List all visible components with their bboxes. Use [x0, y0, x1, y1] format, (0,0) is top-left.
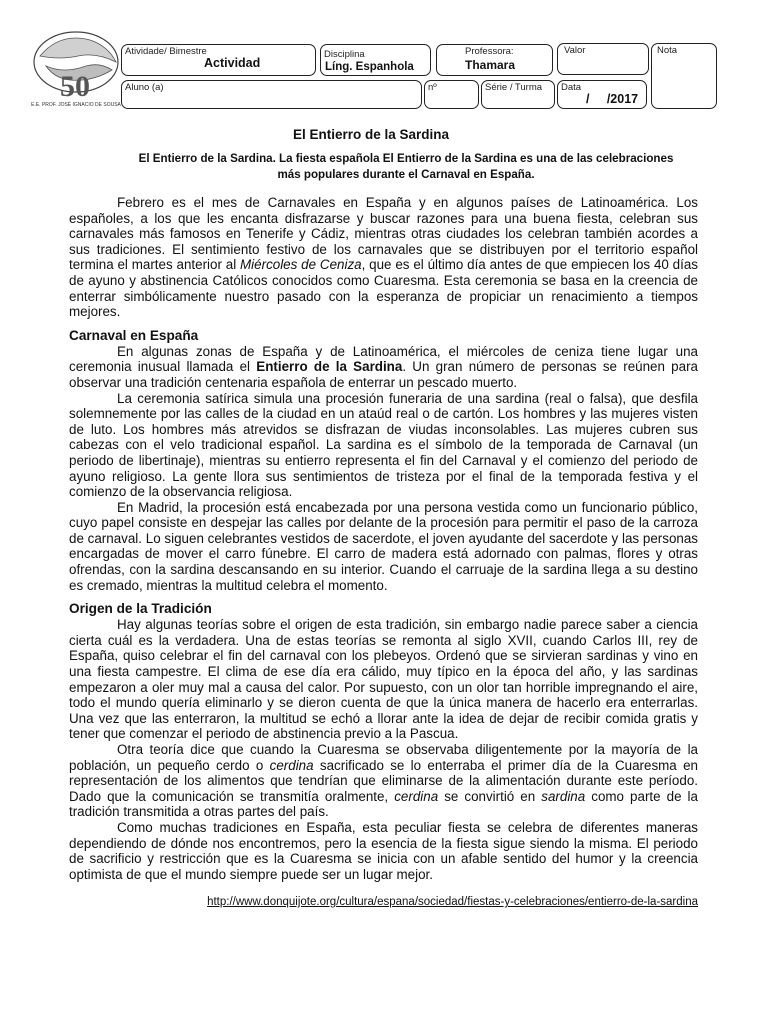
- activity-box[interactable]: [121, 44, 316, 76]
- school-logo: [30, 26, 122, 108]
- number-box[interactable]: [424, 80, 479, 109]
- source-link[interactable]: http://www.donquijote.org/cultura/espana/sociedad/fiestas-y-celebraciones/entierro-de-la-sardina: [207, 896, 698, 908]
- discipline-label: Disciplina: [324, 49, 365, 60]
- number-label: nº: [428, 82, 437, 93]
- date-value: / /2017: [586, 92, 639, 106]
- emphasis-miercoles: Miércoles de Ceniza: [240, 257, 362, 273]
- student-label: Aluno (a): [125, 82, 164, 93]
- dove-wing-icon: [40, 38, 116, 62]
- paragraph-6: Otra teoría dice que cuando la Cuaresma se observaba diligentemente por la mayoría de la población, un pequeño cerdo o cerdina sacrificado se lo enterraba el primer día de la Cuaresma en representación de los alimentos que tendrían que eliminarse de la alimentación durante este período. Dado que la comunicación se transmitía oralmente, cerdina se convirtió en sardina como parte de la tradición transmitida a otras partes del país.: [69, 742, 698, 820]
- teacher-value: Thamara: [465, 58, 516, 72]
- teacher-box[interactable]: [436, 44, 553, 76]
- heading-carnaval: Carnaval en España: [69, 327, 199, 343]
- discipline-box[interactable]: [320, 44, 431, 76]
- logo-caption: E.E. PROF. JOSÉ IGNACIO DE SOUSA: [31, 102, 121, 108]
- value-label: Valor: [564, 45, 586, 56]
- heading-origen: Origen de la Tradición: [69, 601, 212, 617]
- strong-entierro: Entierro de la Sardina: [256, 359, 403, 375]
- class-box[interactable]: [481, 80, 555, 109]
- activity-label: Atividade/ Bimestre: [125, 46, 207, 57]
- article-body: [69, 195, 698, 882]
- paragraph-4: En Madrid, la procesión está encabezada por una persona vestida como un funcionario público, cuyo papel consiste en despejar las calles por delante de la procesión para permitir el paso de la carroza de carnaval. Lo siguen celebrantes vestidos de sacerdote, el joven ayudante del sacerdote y las personas encargadas de mover el carro fúnebre. El carro de madera está adornado con palmas, flores y otras ofrendas, con la sardina descansando en su interior. Cuando el carruaje de la sardina llega a su destino es cremado, mientras la multitud celebra el momento.: [69, 499, 698, 593]
- grade-label: Nota: [657, 45, 678, 56]
- value-box[interactable]: [557, 43, 649, 75]
- paragraph-3: La ceremonia satírica simula una procesión funeraria de una sardina (real o falsa), que desfila solemnemente por las calles de la ciudad en un ataúd real o de cartón. Los hombres y las mujeres visten de luto. Los hombres más atrevidos se disfrazan de viudas inconsolables. Las mujeres cubren sus cabezas con el velo tradicional español. La sardina es el símbolo de la temporada de Carnaval (un periodo de libertinaje), mientras su entierro representa el fin del Carnaval y el comienzo del periodo de ayuno religioso. La gente llora sus sentimientos de tristeza por el final de la temporada festiva y el comienzo de la observancia religiosa.: [69, 390, 698, 500]
- grade-box[interactable]: [651, 43, 717, 109]
- discipline-value: Líng. Espanhola: [325, 61, 414, 73]
- class-label: Série / Turma: [485, 82, 543, 93]
- student-box[interactable]: [121, 80, 422, 109]
- teacher-label: Professora:: [465, 46, 514, 57]
- article-intro: El Entierro de la Sardina. La fiesta española El Entierro de la Sardina es una de las celebraciones más populares durante el Carnaval en España.: [138, 152, 674, 181]
- logo-number: 50: [60, 70, 90, 103]
- paragraph-5: Hay algunas teorías sobre el origen de esta tradición, sin embargo nadie parece saber a ciencia cierta cuál es la verdadera. Una de estas teorías se remonta al siglo XVII, cuando Carlos III, rey de España, quiso celebrar el fin del carnaval con los plebeyos. Ordenó que se sirvieran sardinas y vino en una fiesta campestre. El clima de ese día era cálido, muy típico en la época del año, y las sardinas empezaron a oler muy mal a causa del calor. Por supuesto, con un olor tan horrible impregnando el aire, todo el mundo quería eliminarlo y se dieron cuenta de que la única manera de hacerlo era enterrarlas. Una vez que las enterraron, la multitud se echó a llorar ante la idea de dejar de recibir comida gratis y tener que comenzar el periodo de abstinencia previo a la Pascua.: [69, 617, 698, 742]
- paragraph-7: Como muchas tradiciones en España, esta peculiar fiesta se celebra de diferentes maneras dependiendo de dónde nos encontremos, pero la esencia de la fiesta sigue siendo la misma. El periodo de sacrificio y restricción que es la Cuaresma se inicia con un afable sentido del humor y la creencia optimista de que el mundo siempre puede ser un lugar mejor.: [69, 819, 698, 882]
- date-label: Data: [561, 82, 582, 93]
- paragraph-1: Febrero es el mes de Carnavales en España y en algunos países de Latinoamérica. Los españoles, a los que les encanta disfrazarse y buscar razones para una buena fiesta, celebran sus carnavales más famosos en Tenerife y Cádiz, mientras otras ciudades los celebran también acordes a sus tradiciones. El sentimiento festivo de los carnavales que se distribuyen por el territorio español termina el martes anterior al Miércoles de Ceniza, que es el último día antes de que empiecen los 40 días de ayuno y abstinencia Católicos conocidos como Cuaresma. Esta ceremonia se basa en la creencia de enterrar simbólicamente nuestro pasado con la esperanza de propiciar un renacimiento a tiempos mejores.: [69, 195, 698, 320]
- date-box[interactable]: [557, 80, 647, 109]
- activity-value: Actividad: [204, 56, 261, 70]
- paragraph-2: En algunas zonas de España y de Latinoamérica, el miércoles de ceniza tiene lugar una ceremonia inusual llamada el Entierro de la Sardina. Un gran número de personas se reúnen para observar una tradición centenaria española de enterrar un pescado muerto.: [69, 343, 698, 390]
- article-title: El Entierro de la Sardina: [292, 127, 450, 142]
